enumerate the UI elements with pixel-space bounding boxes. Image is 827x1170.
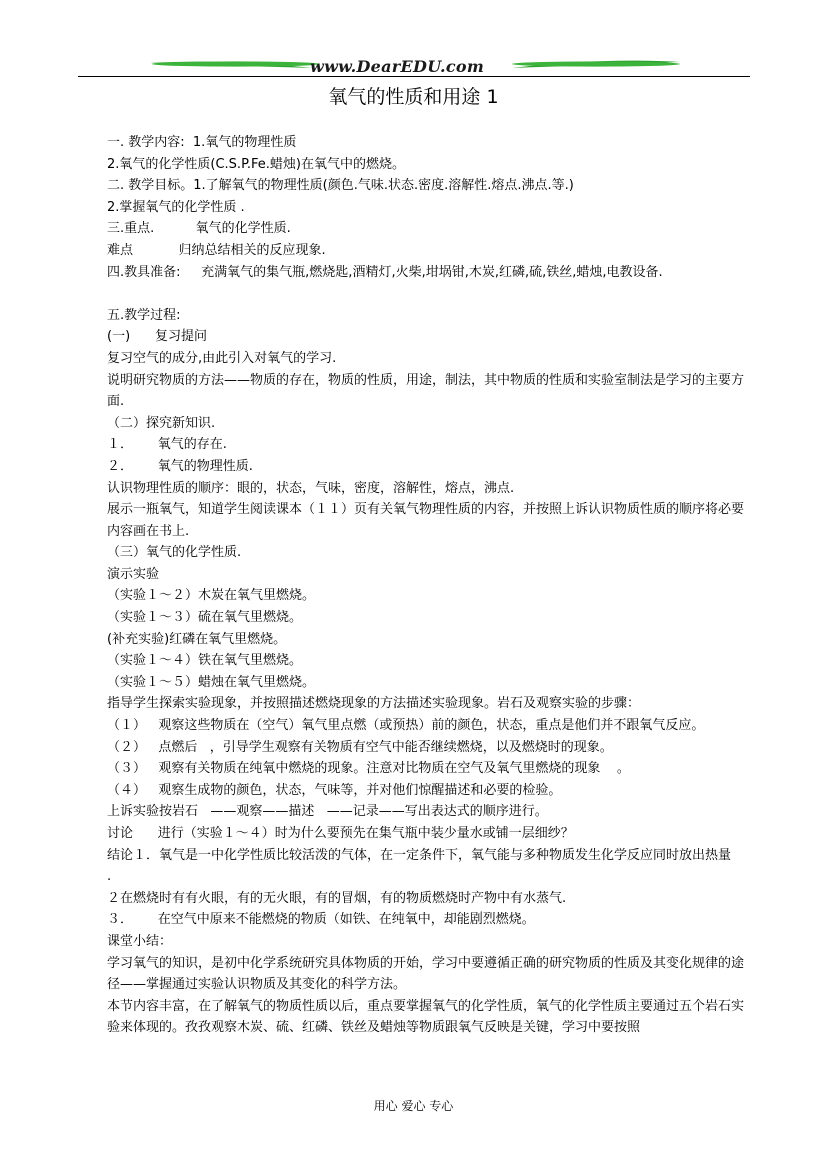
paragraph: 上诉实验按岩石 ——观察——描述 ——记录——写出表达式的顺序进行。 <box>107 804 548 820</box>
paragraph: ２． 氧气的物理性质. <box>107 458 253 474</box>
paragraph: 演示实验 <box>107 566 160 582</box>
paragraph: 难点 归纳总结相关的反应现象. <box>107 242 326 258</box>
page-header <box>0 0 827 80</box>
paragraph: （３） 观察有关物质在纯氧中燃烧的现象。注意对比物质在空气及氧气里燃烧的现象 。 <box>107 761 630 777</box>
paragraph: 指导学生探索实验现象，并按照描述燃烧现象的方法描述实验现象。岩石及观察实验的步骤： <box>107 696 641 712</box>
paragraph: （实验１～３）硫在氧气里燃烧。 <box>107 610 303 626</box>
paragraph: （三）氧气的化学性质. <box>107 545 242 561</box>
paragraph: 2.氧气的化学性质(C.S.P.Fe.蜡烛)在氧气中的燃烧。 <box>107 156 405 172</box>
paragraph: 三.重点. 氧气的化学性质. <box>107 221 291 237</box>
paragraph: （二）探究新知识. <box>107 415 216 431</box>
paragraph: （实验１～２）木炭在氧气里燃烧。 <box>107 588 316 604</box>
document-body <box>80 132 748 1039</box>
paragraph: （４） 观察生成物的颜色，状态，气味等，并对他们惊醒描述和必要的检验。 <box>107 782 562 798</box>
paragraph: 四.教具准备: 充满氧气的集气瓶,燃烧匙,酒精灯,火柴,坩埚钳,木炭,红磷,硫,铁丝,蜡烛,电教设备. <box>107 264 663 280</box>
paragraph: 学习氧气的知识，是初中化学系统研究具体物质的开始，学习中要遵循正确的研究物质的性质及其变化规律的途径——掌握通过实验认识物质及其变化的科学方法。 <box>107 955 745 993</box>
header-divider <box>78 76 750 77</box>
paragraph: (补充实验)红磷在氧气里燃烧。 <box>107 631 287 647</box>
site-logo-text: www.DearEDU.com <box>310 57 485 76</box>
document-title: 氧气的性质和用途 1 <box>328 86 499 108</box>
paragraph: ２在燃烧时有有火眼，有的无火眼，有的冒烟，有的物质燃烧时产物中有水蒸气. <box>107 890 567 906</box>
paragraph: （２） 点燃后 ，引导学生观察有关物质有空气中能否继续燃烧，以及燃烧时的现象。 <box>107 739 613 755</box>
paragraph: 结论１．氧气是一中化学性质比较活泼的气体，在一定条件下，氧气能与多种物质发生化学反应同时放出热量 . <box>107 847 748 885</box>
paragraph: （实验１～５）蜡烛在氧气里燃烧。 <box>107 674 316 690</box>
paragraph: （实验１～４）铁在氧气里燃烧。 <box>107 653 303 669</box>
paragraph: 本节内容丰富，在了解氧气的物质性质以后，重点要掌握氧气的化学性质，氧气的化学性质主要通过五个岩石实验来体现的。孜孜观察木炭、硫、红磷、铁丝及蜡烛等物质跟氧气反映是关键，学习中要按照 <box>107 998 745 1036</box>
paragraph: 说明研究物质的方法——物质的存在，物质的性质，用途，制法，其中物质的性质和实验室制法是学习的主要方面. <box>107 372 745 410</box>
paragraph: 认识物理性质的顺序：眼的，状态，气味，密度，溶解性，熔点，沸点. <box>107 480 515 496</box>
paragraph: 课堂小结： <box>107 933 173 949</box>
paragraph: 五.教学过程: <box>107 307 181 323</box>
page-footer: 用心 爱心 专心 <box>373 1099 454 1113</box>
paragraph: 讨论 进行（实验１～４）时为什么要预先在集气瓶中装少量水或铺一层细纱？ <box>107 826 574 841</box>
paragraph <box>80 283 748 305</box>
paragraph: 2.掌握氧气的化学性质 . <box>107 199 245 215</box>
paragraph: 展示一瓶氧气，知道学生阅读课本（１１）页有关氧气物理性质的内容，并按照上诉认识物质性质的顺序将必要内容画在书上. <box>107 502 745 539</box>
paragraph: １． 氧气的存在. <box>107 437 227 453</box>
paragraph: 复习空气的成分,由此引入对氧气的学习. <box>107 350 337 366</box>
paragraph: 二. 教学目标。1.了解氧气的物理性质(颜色.气味.状态.密度.溶解性.熔点.沸点.等.) <box>107 178 574 194</box>
paragraph: (一) 复习提问 <box>107 329 207 345</box>
paragraph: （１） 观察这些物质在（空气）氧气里点燃（或预热）前的颜色，状态，重点是他们并不跟氧气反应。 <box>107 718 705 734</box>
paragraph: 一. 教学内容: 1.氧气的物理性质 <box>107 135 297 150</box>
paragraph: ３． 在空气中原来不能燃烧的物质（如铁、在纯氧中，却能剧烈燃烧。 <box>107 912 535 928</box>
